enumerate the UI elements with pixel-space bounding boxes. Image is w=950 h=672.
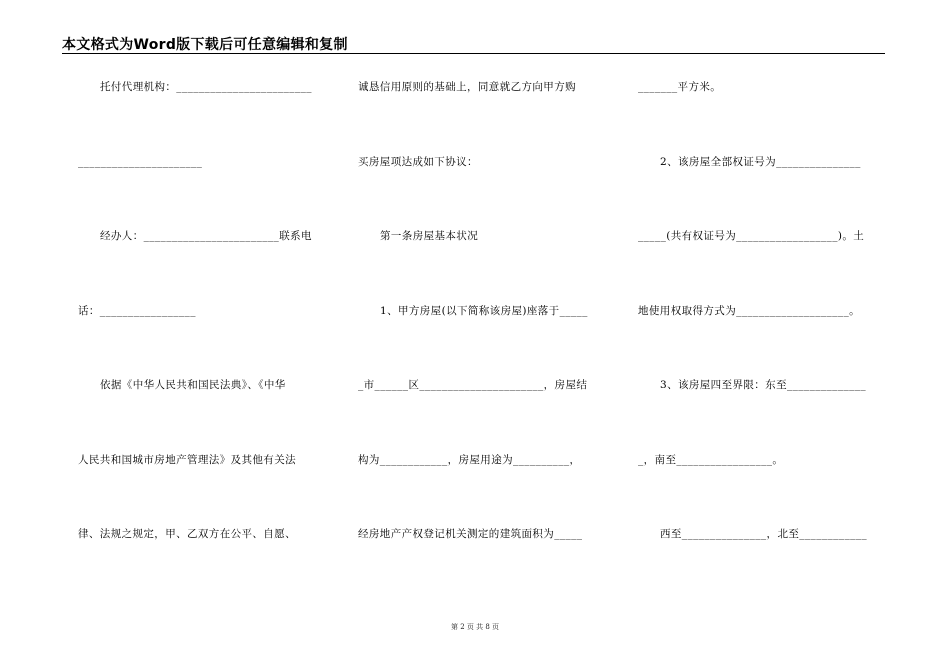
text-line: 律、法规之规定，甲、乙双方在公平、自愿、: [78, 528, 296, 540]
text-line: 经房地产产权登记机关测定的建筑面积为_____: [358, 528, 583, 540]
text-column-1: [78, 73, 324, 595]
header-divider: [62, 53, 885, 54]
text-line: _____(共有权证号为__________________)。土: [638, 230, 865, 242]
text-line: 构为____________，房屋用途为__________，: [358, 453, 581, 466]
text-line: _市______区______________________，房屋结: [358, 379, 588, 391]
text-line: _，南至_________________。: [638, 453, 784, 466]
text-line: 第一条房屋基本状况: [380, 230, 479, 242]
text-line: 西至_______________，北至____________: [660, 528, 868, 540]
page-number-footer: 第 2 页 共 8 页: [450, 623, 500, 631]
text-column-3: [638, 73, 884, 595]
text-line: 话：_________________: [78, 304, 196, 317]
text-line: 人民共和国城市房地产管理法》及其他有关法: [78, 453, 296, 466]
text-line: 买房屋项达成如下协议：: [358, 155, 478, 168]
text-line: 经办人：________________________联系电: [100, 230, 312, 242]
text-line: _______平方米。: [638, 81, 722, 93]
text-line: ______________________: [78, 155, 203, 168]
document-header-title: 本文格式为Word版下载后可任意编辑和复制: [62, 37, 348, 53]
text-line: 1、甲方房屋(以下简称该房屋)座落于_____: [380, 304, 588, 317]
text-line: 托付代理机构：________________________: [100, 81, 312, 93]
text-column-2: [358, 73, 604, 595]
text-line: 3、该房屋四至界限：东至______________: [660, 379, 867, 391]
text-line: 2、该房屋全部权证号为_______________: [660, 155, 861, 168]
text-line: 地使用权取得方式为____________________。: [638, 304, 860, 317]
text-line: 诚恳信用原则的基础上，同意就乙方向甲方购: [358, 81, 576, 93]
text-line: 依据《中华人民共和国民法典》、《中华: [100, 379, 286, 391]
